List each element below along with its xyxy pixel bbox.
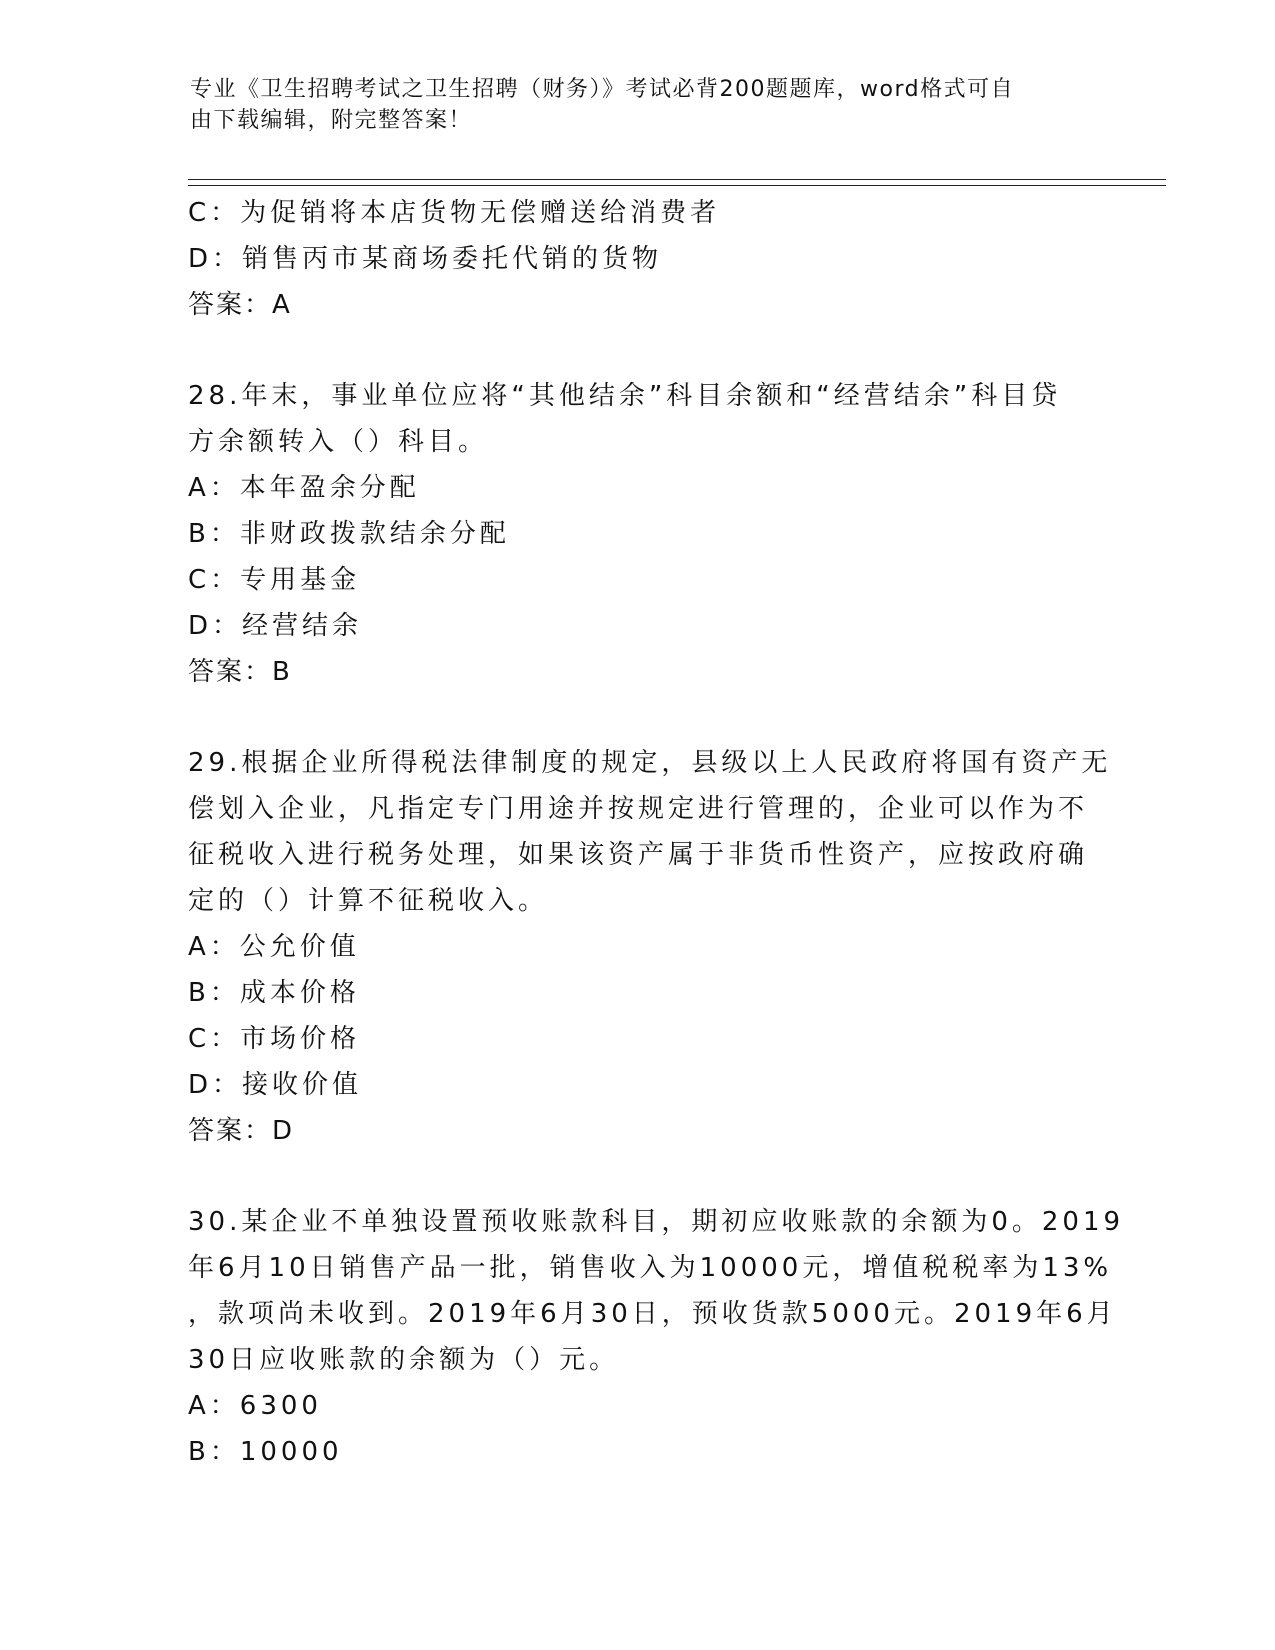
q27-option-c: C：为促销将本店货物无偿赠送给消费者 bbox=[188, 198, 721, 228]
spacer bbox=[188, 328, 1088, 373]
q29-stem-line-3: 征税收入进行税务处理，如果该资产属于非货币性资产，应按政府确 bbox=[188, 840, 1089, 870]
spacer bbox=[188, 695, 1088, 740]
question-list bbox=[188, 190, 1125, 1475]
q29-stem-line-1: 29.根据企业所得税法律制度的规定，县级以上人民政府将国有资产无 bbox=[188, 748, 1112, 778]
q30-stem-line-1: 30.某企业不单独设置预收账款科目，期初应收账款的余额为0。2019 bbox=[188, 1207, 1125, 1237]
question-28 bbox=[188, 373, 1088, 695]
q28-answer: 答案：B bbox=[188, 657, 292, 687]
q27-answer: 答案：A bbox=[188, 290, 292, 320]
q29-option-a: A：公允价值 bbox=[188, 932, 360, 962]
q30-option-b: B：10000 bbox=[188, 1437, 343, 1467]
q28-option-a: A：本年盈余分配 bbox=[188, 473, 420, 503]
q29-option-b: B：成本价格 bbox=[188, 978, 360, 1008]
q28-option-c: C：专用基金 bbox=[188, 565, 361, 595]
q28-stem-line-2: 方余额转入（）科目。 bbox=[188, 427, 489, 457]
q30-option-a: A：6300 bbox=[188, 1391, 322, 1421]
q28-option-d: D：经营结余 bbox=[188, 611, 363, 641]
question-29 bbox=[188, 740, 1112, 1154]
q29-answer: 答案：D bbox=[188, 1116, 295, 1146]
q27-option-d: D：销售丙市某商场委托代销的货物 bbox=[188, 244, 663, 274]
header-line-2: 由下载编辑，附完整答案！ bbox=[190, 108, 473, 133]
q29-option-d: D：接收价值 bbox=[188, 1070, 363, 1100]
q29-option-c: C：市场价格 bbox=[188, 1024, 361, 1054]
q30-stem-line-2: 年6月10日销售产品一批，销售收入为10000元，增值税税率为13% bbox=[188, 1253, 1113, 1283]
q30-stem-line-3: ，款项尚未收到。2019年6月30日，预收货款5000元。2019年6月 bbox=[188, 1299, 1117, 1329]
document-header bbox=[190, 74, 1070, 136]
question-27 bbox=[188, 190, 1088, 328]
q28-stem-line-1: 28.年末，事业单位应将“其他结余”科目余额和“经营结余”科目贷 bbox=[188, 381, 1062, 411]
header-divider-top bbox=[188, 179, 1166, 180]
header-line-1: 专业《卫生招聘考试之卫生招聘（财务）》考试必背200题题库，word格式可自 bbox=[190, 77, 1015, 102]
spacer bbox=[188, 1154, 1088, 1199]
q28-option-b: B：非财政拨款结余分配 bbox=[188, 519, 510, 549]
q30-stem-line-4: 30日应收账款的余额为（）元。 bbox=[188, 1345, 620, 1375]
header-divider-bottom bbox=[188, 185, 1166, 186]
q29-stem-line-4: 定的（）计算不征税收入。 bbox=[188, 886, 549, 916]
question-30 bbox=[188, 1199, 1125, 1475]
q29-stem-line-2: 偿划入企业，凡指定专门用途并按规定进行管理的，企业可以作为不 bbox=[188, 794, 1089, 824]
